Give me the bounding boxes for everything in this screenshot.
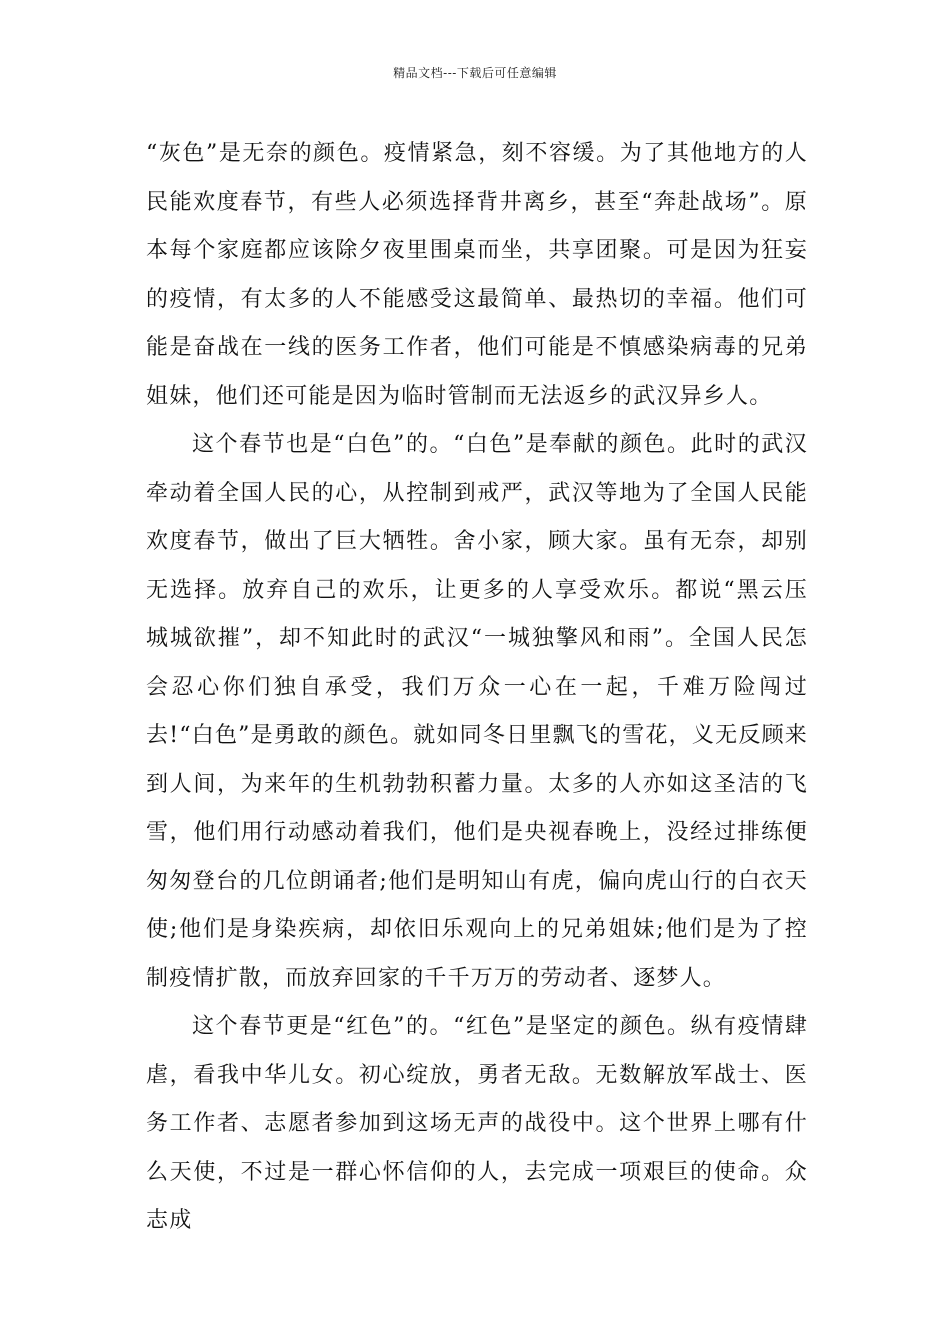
paragraph-red: 这个春节更是“红色”的。“红色”是坚定的颜色。纵有疫情肆虐，看我中华儿女。初心绽放，勇者无敌。无数解放军战士、医务工作者、志愿者参加到这场无声的战役中。这个世界上哪有什么天使，不过是一群心怀信仰的人，去完成一项艰巨的使命。众志成 (146, 1014, 808, 1233)
paragraph-white: 这个春节也是“白色”的。“白色”是奉献的颜色。此时的武汉牵动着全国人民的心，从控制到戒严，武汉等地为了全国人民能欢度春节，做出了巨大牺牲。舍小家，顾大家。虽有无奈，却别无选择。放弃自己的欢乐，让更多的人享受欢乐。都说“黑云压城城欲摧”，却不知此时的武汉“一城独擎风和雨”。全国人民怎会忍心你们独自承受，我们万众一心在一起，千难万险闯过去!“白色”是勇敢的颜色。就如同冬日里飘飞的雪花，义无反顾来到人间，为来年的生机勃勃积蓄力量。太多的人亦如这圣洁的飞雪，他们用行动感动着我们，他们是央视春晚上，没经过排练便匆匆登台的几位朗诵者;他们是明知山有虎，偏向虎山行的白衣天使;他们是身染疾病，却依旧乐观向上的兄弟姐妹;他们是为了控制疫情扩散，而放弃回家的千千万万的劳动者、逐梦人。 (146, 432, 808, 991)
page-header: 精品文档---下载后可任意编辑 (393, 66, 557, 80)
paragraph-gray: “灰色”是无奈的颜色。疫情紧急，刻不容缓。为了其他地方的人民能欢度春节，有些人必须选择背井离乡，甚至“奔赴战场”。原本每个家庭都应该除夕夜里围桌而坐，共享团聚。可是因为狂妄的疫情，有太多的人不能感受这最简单、最热切的幸福。他们可能是奋战在一线的医务工作者，他们可能是不慎感染病毒的兄弟姐妹，他们还可能是因为临时管制而无法返乡的武汉异乡人。 (146, 141, 808, 409)
document-body (146, 130, 808, 1246)
